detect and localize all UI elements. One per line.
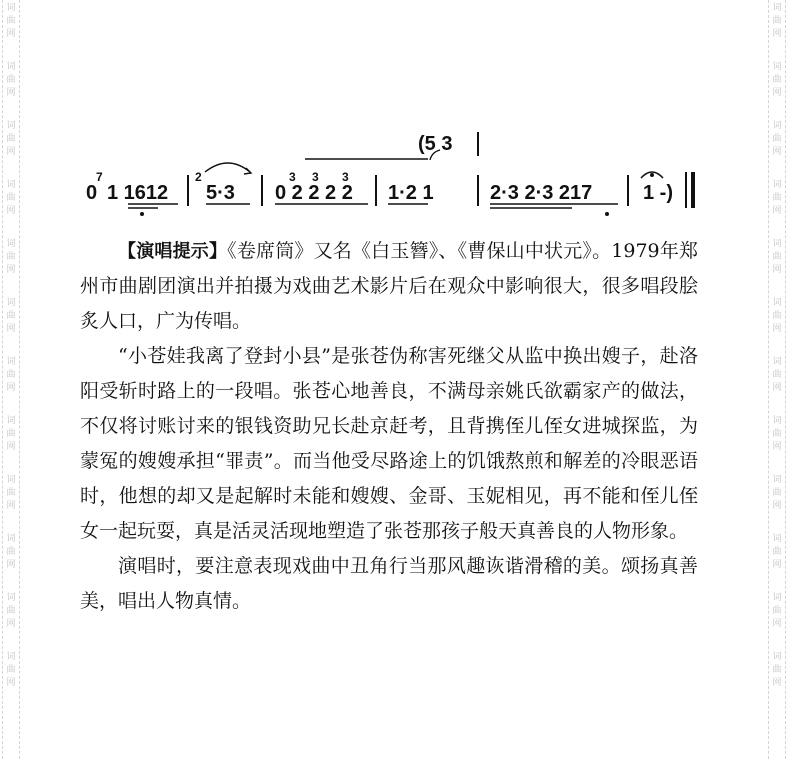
score-seg-m1a-grace: 7 [96, 170, 103, 184]
score-seg-m1b-grace: 2 [195, 170, 202, 184]
watermark-char: 网 [772, 560, 782, 570]
watermark-char: 词 [772, 593, 782, 603]
watermark-char: 词 [772, 298, 782, 308]
watermark-char: 曲 [772, 16, 782, 26]
watermark-group [3, 651, 19, 690]
watermark-char: 曲 [6, 193, 16, 203]
score-seg-m5-main: 1 -) [643, 182, 673, 204]
watermark-char: 网 [6, 88, 16, 98]
watermark-char: 网 [6, 29, 16, 39]
watermark-char: 网 [772, 619, 782, 629]
watermark-char: 网 [772, 442, 782, 452]
watermark-char: 词 [772, 357, 782, 367]
watermark-char: 曲 [6, 488, 16, 498]
watermark-stack-left [3, 0, 19, 690]
watermark-char: 网 [772, 501, 782, 511]
watermark-char: 词 [6, 652, 16, 662]
score-annotation: (5 3 [418, 133, 453, 155]
watermark-char: 网 [6, 501, 16, 511]
watermark-char: 网 [6, 442, 16, 452]
watermark-char: 网 [772, 29, 782, 39]
score-seg-m2-grace-1: 3 [289, 170, 296, 184]
watermark-char: 词 [6, 239, 16, 249]
tip-paragraph-1 [80, 234, 698, 339]
watermark-char: 词 [772, 3, 782, 13]
watermark-char: 网 [6, 560, 16, 570]
watermark-char: 网 [772, 383, 782, 393]
watermark-char: 曲 [772, 547, 782, 557]
watermark-char: 网 [772, 678, 782, 688]
watermark-group [769, 474, 785, 513]
watermark-group [769, 238, 785, 277]
watermark-char: 网 [772, 324, 782, 334]
watermark-char: 词 [6, 593, 16, 603]
watermark-char: 词 [6, 534, 16, 544]
score-seg-m1b-main: 5·3 [206, 182, 235, 204]
watermark-char: 网 [6, 147, 16, 157]
score-seg-m1a-rest: 1 1612 [107, 182, 169, 204]
watermark-char: 曲 [6, 547, 16, 557]
watermark-char: 网 [6, 383, 16, 393]
score-seg-m3-main: 1·2 1 [388, 182, 434, 204]
watermark-char: 曲 [772, 134, 782, 144]
watermark-char: 网 [772, 206, 782, 216]
watermark-char: 词 [772, 416, 782, 426]
watermark-char: 网 [772, 88, 782, 98]
score-seg-m2-grace-2: 3 [312, 170, 319, 184]
tip-label: 【演唱提示】 [118, 241, 228, 262]
watermark-char: 词 [6, 121, 16, 131]
watermark-char: 曲 [6, 252, 16, 262]
watermark-group [769, 2, 785, 41]
tip-paragraph-1-text: 《卷席筒》又名《白玉簪》、《曹保山中状元》。1979年郑州市曲剧团演出并拍摄为戏曲艺术影片后在观众中影响很大，很多唱段脍炙人口，广为传唱。 [80, 240, 699, 332]
watermark-char: 词 [772, 475, 782, 485]
watermark-group [3, 238, 19, 277]
watermark-char: 曲 [6, 429, 16, 439]
watermark-char: 词 [6, 180, 16, 190]
watermark-char: 曲 [772, 75, 782, 85]
watermark-char: 曲 [6, 665, 16, 675]
watermark-char: 曲 [772, 370, 782, 380]
fermata-dot [650, 173, 654, 177]
watermark-stack-right [769, 0, 785, 690]
watermark-char: 词 [6, 62, 16, 72]
watermark-group [3, 2, 19, 41]
slur [205, 163, 250, 172]
watermark-group [3, 297, 19, 336]
low-octave-dot [140, 212, 144, 216]
watermark-char: 词 [6, 475, 16, 485]
watermark-char: 词 [772, 180, 782, 190]
watermark-char: 曲 [6, 311, 16, 321]
score-seg-m1a-main: 0 [86, 182, 98, 204]
jianpu-score-line [0, 120, 786, 220]
watermark-char: 词 [6, 3, 16, 13]
watermark-char: 词 [772, 652, 782, 662]
watermark-char: 词 [772, 239, 782, 249]
watermark-char: 曲 [772, 665, 782, 675]
watermark-char: 词 [772, 62, 782, 72]
watermark-group [769, 592, 785, 631]
watermark-group [769, 61, 785, 100]
watermark-group [769, 533, 785, 572]
watermark-char: 网 [6, 206, 16, 216]
watermark-strip-left [2, 0, 20, 759]
watermark-char: 词 [772, 534, 782, 544]
watermark-char: 词 [6, 416, 16, 426]
watermark-group [769, 415, 785, 454]
watermark-char: 网 [6, 619, 16, 629]
watermark-group [3, 474, 19, 513]
tip-paragraph-3: 演唱时，要注意表现戏曲中丑角行当那风趣诙谐滑稽的美。颂扬真善美，唱出人物真情。 [80, 555, 698, 612]
watermark-char: 网 [772, 147, 782, 157]
watermark-group [3, 533, 19, 572]
watermark-char: 网 [6, 324, 16, 334]
watermark-char: 曲 [772, 429, 782, 439]
performance-tips [80, 234, 698, 619]
watermark-char: 曲 [6, 16, 16, 26]
score-seg-m2-main: 0 2 2 2 2 [275, 182, 353, 204]
watermark-group [769, 651, 785, 690]
watermark-strip-right [768, 0, 786, 759]
watermark-char: 曲 [772, 311, 782, 321]
watermark-group [3, 592, 19, 631]
watermark-group [3, 415, 19, 454]
watermark-char: 曲 [6, 606, 16, 616]
low-octave-dot [605, 212, 609, 216]
watermark-char: 曲 [772, 252, 782, 262]
watermark-char: 词 [772, 121, 782, 131]
watermark-char: 曲 [6, 134, 16, 144]
score-seg-m2-grace-3: 3 [342, 170, 349, 184]
watermark-group [769, 356, 785, 395]
watermark-char: 曲 [6, 370, 16, 380]
watermark-char: 词 [6, 357, 16, 367]
watermark-char: 曲 [772, 193, 782, 203]
watermark-group [3, 61, 19, 100]
watermark-char: 曲 [772, 488, 782, 498]
score-seg-m4-main: 2·3 2·3 217 [490, 182, 593, 204]
watermark-group [3, 356, 19, 395]
watermark-char: 网 [772, 265, 782, 275]
watermark-char: 词 [6, 298, 16, 308]
watermark-char: 网 [6, 265, 16, 275]
watermark-group [769, 297, 785, 336]
tip-paragraph-2: “小苍娃我离了登封小县”是张苍伪称害死继父从监中换出嫂子，赴洛阳受斩时路上的一段唱。张苍心地善良，不满母亲姚氏欲霸家产的做法，不仅将讨账讨来的银钱资助兄长赴京赶考，且背携侄儿侄女进城探监，为蒙冤的嫂嫂承担“罪责”。而当他受尽路途上的饥饿熬煎和解差的冷眼恶语时，他想的却又是起解时未能和嫂嫂、金哥、玉妮相见，再不能和侄儿侄女一起玩耍，真是活灵活现地塑造了张苍那孩子般天真善良的人物形象。 [80, 345, 698, 542]
watermark-char: 曲 [772, 606, 782, 616]
watermark-char: 网 [6, 678, 16, 688]
watermark-char: 曲 [6, 75, 16, 85]
